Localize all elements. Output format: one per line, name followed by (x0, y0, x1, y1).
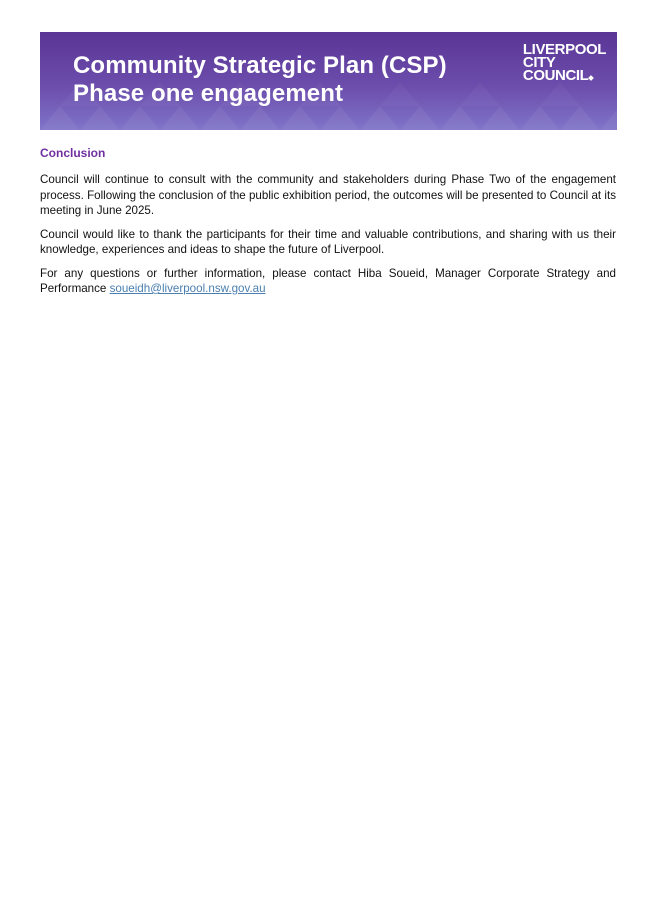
paragraph-contact (40, 266, 616, 297)
title-line-2: Phase one engagement (73, 80, 344, 107)
contact-text: For any questions or further information, please contact Hiba Soueid, Manager Corporate Strategy and Performance (40, 266, 616, 295)
logo-line-1: LIVERPOOL (522, 41, 606, 58)
conclusion-section (40, 146, 616, 305)
contact-email-link[interactable]: soueidh@liverpool.nsw.gov.au (109, 282, 266, 295)
section-heading: Conclusion (40, 146, 106, 160)
logo-line-3-text: COUNCIL (522, 67, 589, 84)
logo-dot-icon (589, 75, 595, 81)
logo-line-2: CITY (522, 54, 556, 71)
page-banner (40, 32, 617, 130)
liverpool-city-council-logo (523, 43, 606, 82)
logo-line-3 (523, 69, 606, 82)
title-line-1: Community Strategic Plan (CSP) (73, 52, 447, 79)
paragraph-thanks: Council would like to thank the participants for their time and valuable contributions, and sharing with us their knowledge, experiences and ideas to shape the future of Liverpool. (40, 227, 616, 256)
page-title (73, 52, 447, 108)
paragraph-consultation: Council will continue to consult with the community and stakeholders during Phase Two of the engagement process. Following the conclusion of the public exhibition period, the outcomes will be presented to Council at its meeting in June 2025. (40, 173, 616, 217)
